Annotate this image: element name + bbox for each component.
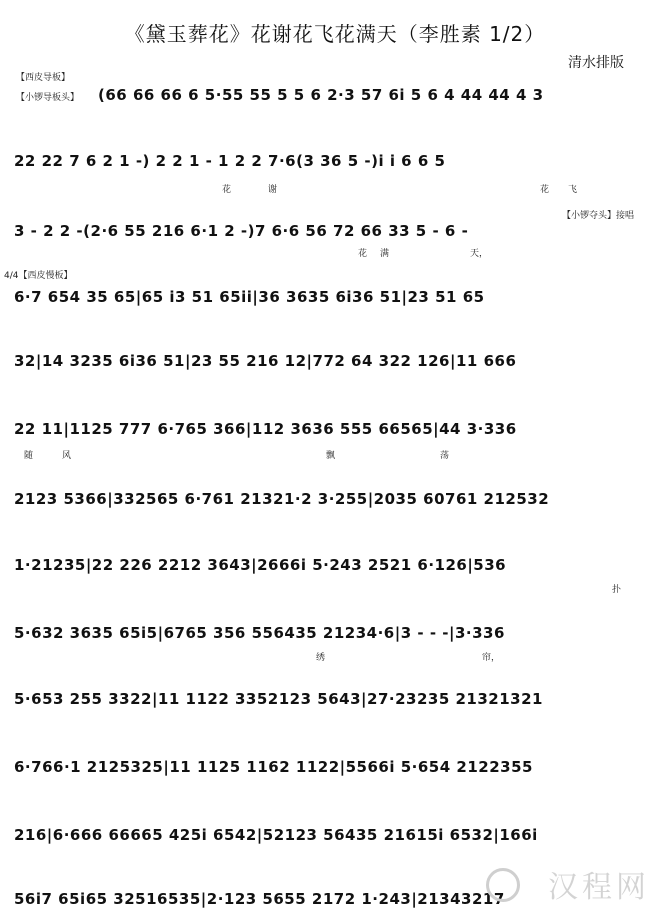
notation-row-4: 6·7 654 35 65|65 i3 51 65ii|36 3635 6i36 51|23 51 65 xyxy=(14,288,485,306)
notation-row-12: 216|6·666 66665 425i 6542|52123 56435 21615i 6532|166i xyxy=(14,826,538,844)
lyric-feng: 风 xyxy=(62,451,72,461)
lyric-hua-1: 花 xyxy=(222,185,232,195)
page-title: 《黛玉葬花》花谢花飞花满天（李胜素 1/2） xyxy=(124,22,546,46)
notation-row-13: 56i7 65i65 32516535|2·123 5655 2172 1·243|21343217 xyxy=(14,890,505,908)
arranger-credit: 清水排版 xyxy=(568,55,624,71)
lyric-lian: 帘， xyxy=(482,653,501,663)
notation-row-10: 5·653 255 3322|11 1122 3352123 5643|27·23235 21321321 xyxy=(14,690,543,708)
notation-row-6: 22 11|1125 777 6·765 366|112 3636 555 66565|44 3·336 xyxy=(14,420,517,438)
lyric-sui: 随 xyxy=(24,451,34,461)
lyric-xie: 谢 xyxy=(268,185,278,195)
lyric-pu: 扑 xyxy=(612,585,622,595)
notation-row-3: 3 - 2 2 -(2·6 55 216 6·1 2 -)7 6·6 56 72 66 33 5 - 6 - xyxy=(14,222,469,240)
tag-xiaoluo-duotou: 【小锣夺头】接唱 xyxy=(562,211,635,221)
lyric-xiu: 绣 xyxy=(316,653,326,663)
lyric-hua-2: 花 xyxy=(540,185,550,195)
notation-row-2: 22 22 7 6 2 1 -) 2 2 1 - 1 2 2 7·6(3 36 5 -)i i 6 6 5 xyxy=(14,152,446,170)
tag-xipi-manban: 4/4【西皮慢板】 xyxy=(4,271,73,281)
lyric-dang: 荡 xyxy=(440,451,450,461)
notation-row-9: 5·632 3635 65i5|6765 356 556435 21234·6|3 - - -|3·336 xyxy=(14,624,505,642)
tag-xiaoluo-daobantou: 【小锣导板头】 xyxy=(16,93,80,103)
notation-row-1: (66 66 66 6 5·55 55 5 5 6 2·3 57 6i 5 6 4 44 44 4 3 xyxy=(98,86,544,104)
notation-row-8: 1·21235|22 226 2212 3643|2666i 5·243 2521 6·126|536 xyxy=(14,556,507,574)
watermark-logo-icon xyxy=(486,868,520,902)
lyric-fei: 飞 xyxy=(568,185,578,195)
notation-row-11: 6·766·1 2125325|11 1125 1162 1122|5566i 5·654 2122355 xyxy=(14,758,533,776)
lyric-hua-3: 花 xyxy=(358,249,368,259)
lyric-man: 满 xyxy=(380,249,390,259)
lyric-piao: 飘 xyxy=(326,451,336,461)
notation-row-7: 2123 5366|332565 6·761 21321·2 3·255|2035 60761 212532 xyxy=(14,490,550,508)
watermark-text: 汉程网 xyxy=(548,870,650,905)
notation-row-5: 32|14 3235 6i36 51|23 55 216 12|772 64 322 126|11 666 xyxy=(14,352,517,370)
lyric-tian: 天， xyxy=(470,249,489,259)
tag-xipi-daoban: 【西皮导板】 xyxy=(16,73,71,83)
